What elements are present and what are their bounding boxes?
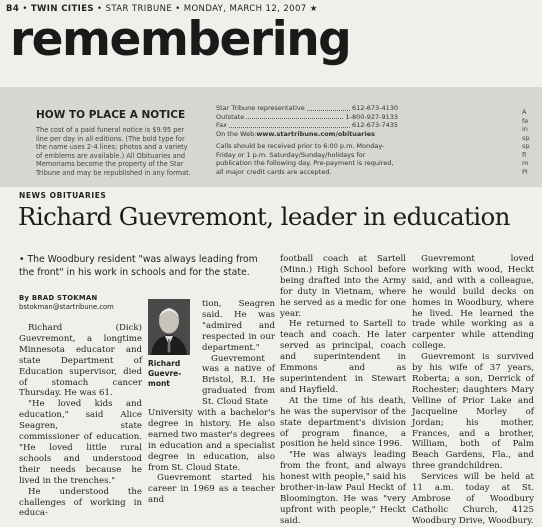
clipped-line: A	[522, 108, 527, 116]
contact-row	[216, 121, 398, 130]
web-prefix: On the Web:	[216, 129, 257, 138]
paragraph: He returned to Sartell to teach and coach. He later served as principal, coach and superintendent in Emmons and as superintendent in Stewart and Hayfield.	[280, 319, 406, 395]
notice-title: HOW TO PLACE A NOTICE	[36, 109, 186, 121]
article-column-3	[280, 254, 406, 527]
portrait-photo	[148, 299, 190, 355]
header-sep-3: •	[175, 4, 184, 14]
byline-email[interactable]: bstokman@startribune.com	[19, 302, 114, 311]
contact-row	[216, 113, 398, 122]
issue-date: MONDAY, MARCH 12, 2007	[183, 4, 307, 14]
section-label: NEWS OBITUARIES	[19, 191, 107, 200]
contact-list	[216, 104, 398, 176]
byline-name: By BRAD STOKMAN	[19, 294, 98, 302]
clipped-line: fe	[522, 116, 529, 125]
contact-label: Fax	[216, 121, 227, 130]
section-name: TWIN CITIES	[30, 4, 94, 14]
paragraph: Richard (Dick) Guevremont, a longtime Minnesota educator and state Department of Education supervisor, died of stomach cancer Thursday. He was 61.	[19, 323, 142, 399]
paragraph: At the time of his death, he was the supervisor of the state department's division of program finance, a position he held since 1996.	[280, 395, 406, 450]
clipped-line: Pl	[522, 167, 528, 176]
clipped-adjacent-column	[522, 108, 542, 176]
paragraph: "He loved kids and education," said Alice Seagren, state commissioner of education. "He loved little rural schools and understood their needs because he lived in the trenches."	[19, 399, 142, 486]
article-column-2-top	[202, 299, 275, 408]
clipped-line: sp	[522, 142, 530, 150]
clipped-line: m	[522, 159, 529, 167]
web-link[interactable]: www.startribune.com/obituaries	[256, 129, 376, 138]
paragraph: tion, Seagren said. He was "admired and respected in our department."	[202, 299, 275, 353]
paragraph: football coach at Sartell (Minn.) High School before being drafted into the Army for duty in Vietnam, where he served as a medic for one year.	[280, 254, 406, 319]
leader-dots	[229, 121, 350, 128]
deadline-note: Calls should be received prior to 6:00 p.m. Monday-Friday or 1 p.m. Saturday/Sunday/holidays for publication the following day. Pre-payment is required, all major credit cards are accepted.	[216, 142, 394, 176]
paper-name: STAR TRIBUNE	[105, 4, 173, 14]
article-column-1	[19, 323, 142, 519]
photo-caption: Richard Guevre-mont	[148, 359, 182, 388]
page-id: B4	[6, 4, 20, 14]
deck: • The Woodbury resident "was always leading from the front" in his work in schools and for the state.	[19, 254, 258, 278]
clipped-line: sp	[522, 133, 530, 142]
header-sep-1: •	[22, 4, 31, 14]
clipped-line: fl	[522, 150, 527, 159]
headline: Richard Guevremont, leader in education	[18, 202, 510, 231]
paragraph: University with a bachelor's degree in history. He also earned two master's degrees in education and a specialist degree in education, also from St. Cloud State.	[148, 408, 275, 473]
byline	[19, 294, 114, 311]
web-row	[216, 130, 398, 139]
paragraph: Guevremont loved working with wood, Heckt said, and with a colleague, he would build decks on homes in Woodbury, where he lived. He learned the trade while working as a carpenter while attending college.	[412, 254, 534, 352]
article-column-4	[412, 254, 534, 527]
star-icon: ★	[309, 4, 318, 14]
contact-label: Star Tribune representative	[216, 104, 305, 112]
paragraph: Guevremont is survived by his wife of 37 years, Roberta; a son, Derrick of Rochester; daughters Mary Velline of Prior Lake and Jacqueline Morley of Jordan; his mother, Frances, and a brother, William, both of Palm Beach Gardens, Fla., and three grandchildren.	[412, 352, 534, 472]
paragraph: Guevremont started his career in 1969 as a teacher and	[148, 473, 275, 506]
leader-dots	[307, 104, 350, 111]
leader-dots	[246, 113, 343, 120]
clipped-line: in	[522, 125, 528, 133]
contact-phone: 612-673-4130	[351, 104, 398, 112]
paragraph: Guevremont was a native of Bristol, R.I. He graduated from St. Cloud State	[202, 353, 275, 408]
paragraph: "He was always leading from the front, and always honest with people," said his brother-in-law Paul Heckt of Bloomington. He was "very upfront with people," Heckt said.	[280, 450, 406, 526]
contact-phone: 1-800-927-9133	[345, 112, 398, 121]
header-sep-2: •	[97, 4, 106, 14]
masthead: remembering	[10, 12, 351, 67]
contact-label: Outstate	[216, 112, 245, 121]
paragraph: Services will be held at 11 a.m. today at St. Ambrose of Woodbury Catholic Church, 4125 Woodbury Drive, Woodbury.	[412, 472, 534, 526]
notice-body: The cost of a paid funeral notice is $9.95 per line per day in all editions. (The bold type for the name uses 2-4 lines; photos and a variety of emblems are available.) All Obituaries and Memoriams become the property of the Star Tribune and may be republished in any format.	[36, 126, 191, 177]
paragraph: He understood the challenges of working in educa-	[19, 486, 142, 519]
contact-row	[216, 104, 398, 113]
contact-phone: 612-673-7435	[351, 121, 398, 130]
article-column-2	[148, 408, 275, 506]
